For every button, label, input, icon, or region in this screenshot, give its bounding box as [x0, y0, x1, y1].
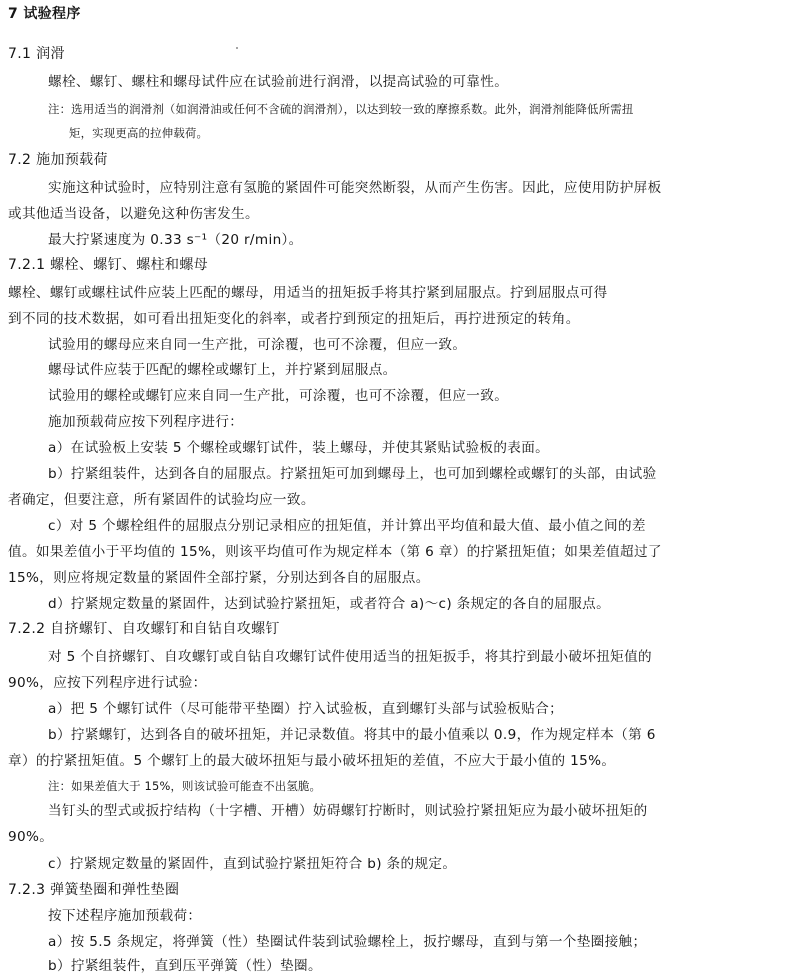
paragraph-text: 实施这种试验时，应特别注意有氢脆的紧固件可能突然断裂，从而产生伤害。因此，应使用防护屏板	[48, 180, 662, 196]
list-item-a: a）把 5 个螺钉试件（尽可能带平垫圈）拧入试验板，直到螺钉头部与试验板贴合；	[48, 701, 564, 717]
scan-speck	[236, 47, 238, 49]
list-item-c-cont: 值。如果差值小于平均值的 15%，则该平均值可作为规定样本（第 6 章）的拧紧扭矩值；如果差值超过了	[8, 544, 662, 560]
paragraph-text: 按下述程序施加预载荷：	[48, 908, 202, 924]
paragraph-text: 90%，应按下列程序进行试验：	[8, 675, 207, 691]
paragraph-text: 90%。	[8, 829, 54, 845]
paragraph-text: 施加预载荷应按下列程序进行：	[48, 414, 244, 430]
list-item-b: b）拧紧组装件，达到各自的屈服点。拧紧扭矩可加到螺母上，也可加到螺栓或螺钉的头部，由试验	[48, 466, 657, 482]
note-text: 注：选用适当的润滑剂（如润滑油或任何不含硫的润滑剂），以达到较一致的摩擦系数。此外，润滑剂能降低所需扭	[48, 102, 634, 116]
list-item-b: b）拧紧组装件，直到压平弹簧（性）垫圈。	[48, 958, 322, 974]
paragraph-text: 螺栓、螺钉、螺柱和螺母试件应在试验前进行润滑，以提高试验的可靠性。	[48, 74, 509, 90]
paragraph-text: 到不同的技术数据，如可看出扭矩变化的斜率，或者拧到预定的扭矩后，再拧进预定的转角。	[8, 311, 580, 327]
list-item-b-cont: 者确定，但要注意，所有紧固件的试验均应一致。	[8, 492, 315, 508]
paragraph-text: 试验用的螺栓或螺钉应来自同一生产批，可涂覆，也可不涂覆，但应一致。	[48, 388, 509, 404]
subsection-heading-7-2-1: 7.2.1 螺栓、螺钉、螺柱和螺母	[8, 257, 209, 273]
paragraph-text: 试验用的螺母应来自同一生产批，可涂覆，也可不涂覆，但应一致。	[48, 337, 467, 353]
paragraph-text: 对 5 个自挤螺钉、自攻螺钉或自钻自攻螺钉试件使用适当的扭矩扳手，将其拧到最小破坏扭矩值的	[48, 649, 652, 665]
paragraph-text: 螺母试件应装于匹配的螺栓或螺钉上，并拧紧到屈服点。	[48, 362, 397, 378]
subsection-heading-7-1: 7.1 润滑	[8, 46, 65, 62]
paragraph-text: 螺栓、螺钉或螺柱试件应装上匹配的螺母，用适当的扭矩扳手将其拧紧到屈服点。拧到屈服点可得	[8, 285, 608, 301]
paragraph-text: 最大拧紧速度为 0.33 s⁻¹（20 r/min）。	[48, 232, 303, 248]
section-heading: 7 试验程序	[8, 6, 81, 22]
list-item-c: c）拧紧规定数量的紧固件，直到试验拧紧扭矩符合 b) 条的规定。	[48, 856, 457, 872]
subsection-heading-7-2-3: 7.2.3 弹簧垫圈和弹性垫圈	[8, 882, 180, 898]
note-text: 注：如果差值大于 15%，则该试验可能查不出氢脆。	[48, 779, 322, 793]
note-text: 矩，实现更高的拉伸载荷。	[69, 126, 209, 140]
list-item-c: c）对 5 个螺栓组件的屈服点分别记录相应的扭矩值，并计算出平均值和最大值、最小值之间的差	[48, 518, 646, 534]
list-item-a: a）按 5.5 条规定，将弹簧（性）垫圈试件装到试验螺栓上，扳拧螺母，直到与第一个垫圈接触；	[48, 934, 647, 950]
list-item-b: b）拧紧螺钉，达到各自的破坏扭矩，并记录数值。将其中的最小值乘以 0.9，作为规定样本（第 6	[48, 727, 656, 743]
subsection-heading-7-2-2: 7.2.2 自挤螺钉、自攻螺钉和自钻自攻螺钉	[8, 621, 280, 637]
subsection-heading-7-2: 7.2 施加预载荷	[8, 152, 108, 168]
list-item-a: a）在试验板上安装 5 个螺栓或螺钉试件，装上螺母，并使其紧贴试验板的表面。	[48, 440, 550, 456]
list-item-b-cont: 章）的拧紧扭矩值。5 个螺钉上的最大破坏扭矩与最小破坏扭矩的差值，不应大于最小值的 15%。	[8, 753, 616, 769]
list-item-c-cont: 15%，则应将规定数量的紧固件全部拧紧，分别达到各自的屈服点。	[8, 570, 430, 586]
list-item-d: d）拧紧规定数量的紧固件，达到试验拧紧扭矩，或者符合 a)～c) 条规定的各自的屈服点。	[48, 596, 611, 612]
paragraph-text: 当钉头的型式或扳拧结构（十字槽、开槽）妨碍螺钉拧断时，则试验拧紧扭矩应为最小破坏扭矩的	[48, 803, 648, 819]
paragraph-text: 或其他适当设备，以避免这种伤害发生。	[8, 206, 259, 222]
